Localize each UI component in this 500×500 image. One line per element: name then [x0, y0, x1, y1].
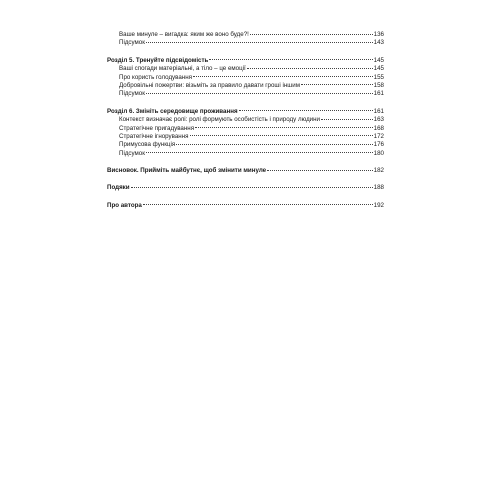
- dot-leader: [131, 187, 373, 188]
- dot-leader: [301, 84, 373, 85]
- toc-entry-page: 176: [373, 141, 384, 149]
- dot-leader: [239, 110, 373, 111]
- dot-leader: [176, 144, 372, 145]
- toc-entry-page: 163: [373, 116, 384, 124]
- toc-entry-title: Підсумок: [119, 90, 145, 98]
- toc-entry: [107, 116, 384, 124]
- toc-entry-title: Ваше минуле – вигадка: яким же воно буде?!: [119, 31, 249, 38]
- toc-entry-title: Підсумок: [119, 149, 145, 157]
- toc-entry-title: Контекст визначає ролі: ролі формують особистість і природу людини: [119, 116, 321, 124]
- about-title: Про автора: [107, 201, 142, 209]
- toc-entry-page: 136: [373, 31, 384, 38]
- dot-leader: [146, 42, 373, 43]
- table-of-contents: [107, 31, 384, 210]
- chapter-title: Розділ 5. Тренуйте підсвідомість: [107, 56, 209, 64]
- dot-leader: [321, 119, 373, 120]
- toc-entry: [107, 31, 384, 39]
- dot-leader: [190, 135, 373, 136]
- toc-entry-page: 172: [373, 132, 384, 140]
- toc-entry: [107, 74, 384, 82]
- toc-entry-page: 143: [373, 39, 384, 47]
- toc-chapter-6: [107, 108, 384, 116]
- toc-entry-page: 155: [373, 73, 384, 81]
- toc-chapter-5: [107, 57, 384, 65]
- chapter-page: 145: [373, 56, 384, 64]
- toc-entry-page: 161: [373, 90, 384, 98]
- toc-entry: [107, 133, 384, 141]
- toc-entry-page: 180: [373, 149, 384, 157]
- toc-entry-title: Ваші спогади матеріальні, а тіло – це емоції: [119, 65, 246, 73]
- dot-leader: [146, 93, 373, 94]
- toc-entry: [107, 65, 384, 73]
- toc-entry-title: Про користь голодування: [119, 73, 192, 81]
- dot-leader: [146, 152, 373, 153]
- toc-entry-title: Примусова функція: [119, 141, 176, 149]
- toc-entry: [107, 150, 384, 158]
- toc-entry: [107, 82, 384, 90]
- toc-entry-page: 145: [373, 65, 384, 73]
- toc-about: [107, 202, 384, 210]
- thanks-page: 188: [373, 184, 384, 192]
- dot-leader: [247, 68, 373, 69]
- chapter-title: Розділ 6. Змініть середовище проживання: [107, 107, 238, 115]
- thanks-title: Подяки: [107, 184, 130, 192]
- toc-conclusion: [107, 167, 384, 175]
- toc-entry: [107, 39, 384, 47]
- conclusion-title: Висновок. Прийміть майбутнє, щоб змінити минуле: [107, 167, 267, 175]
- dot-leader: [143, 204, 373, 205]
- toc-entry-title: Стратегічне ігнорування: [119, 132, 189, 140]
- conclusion-page: 182: [373, 167, 384, 175]
- chapter-page: 161: [373, 107, 384, 115]
- dot-leader: [250, 34, 373, 35]
- dot-leader: [209, 59, 372, 60]
- dot-leader: [195, 127, 373, 128]
- toc-entry: [107, 90, 384, 98]
- toc-entry: [107, 125, 384, 133]
- dot-leader: [193, 76, 373, 77]
- toc-entry-page: 158: [373, 81, 384, 89]
- toc-thanks: [107, 184, 384, 192]
- toc-entry-page: 168: [373, 124, 384, 132]
- toc-entry-title: Стратегічне пригадування: [119, 124, 195, 132]
- toc-entry-title: Добровільні пожертви: візьміть за правило давати гроші іншим: [119, 81, 300, 89]
- about-page: 192: [373, 201, 384, 209]
- toc-entry-title: Підсумок: [119, 39, 145, 47]
- dot-leader: [267, 170, 373, 171]
- toc-entry: [107, 141, 384, 149]
